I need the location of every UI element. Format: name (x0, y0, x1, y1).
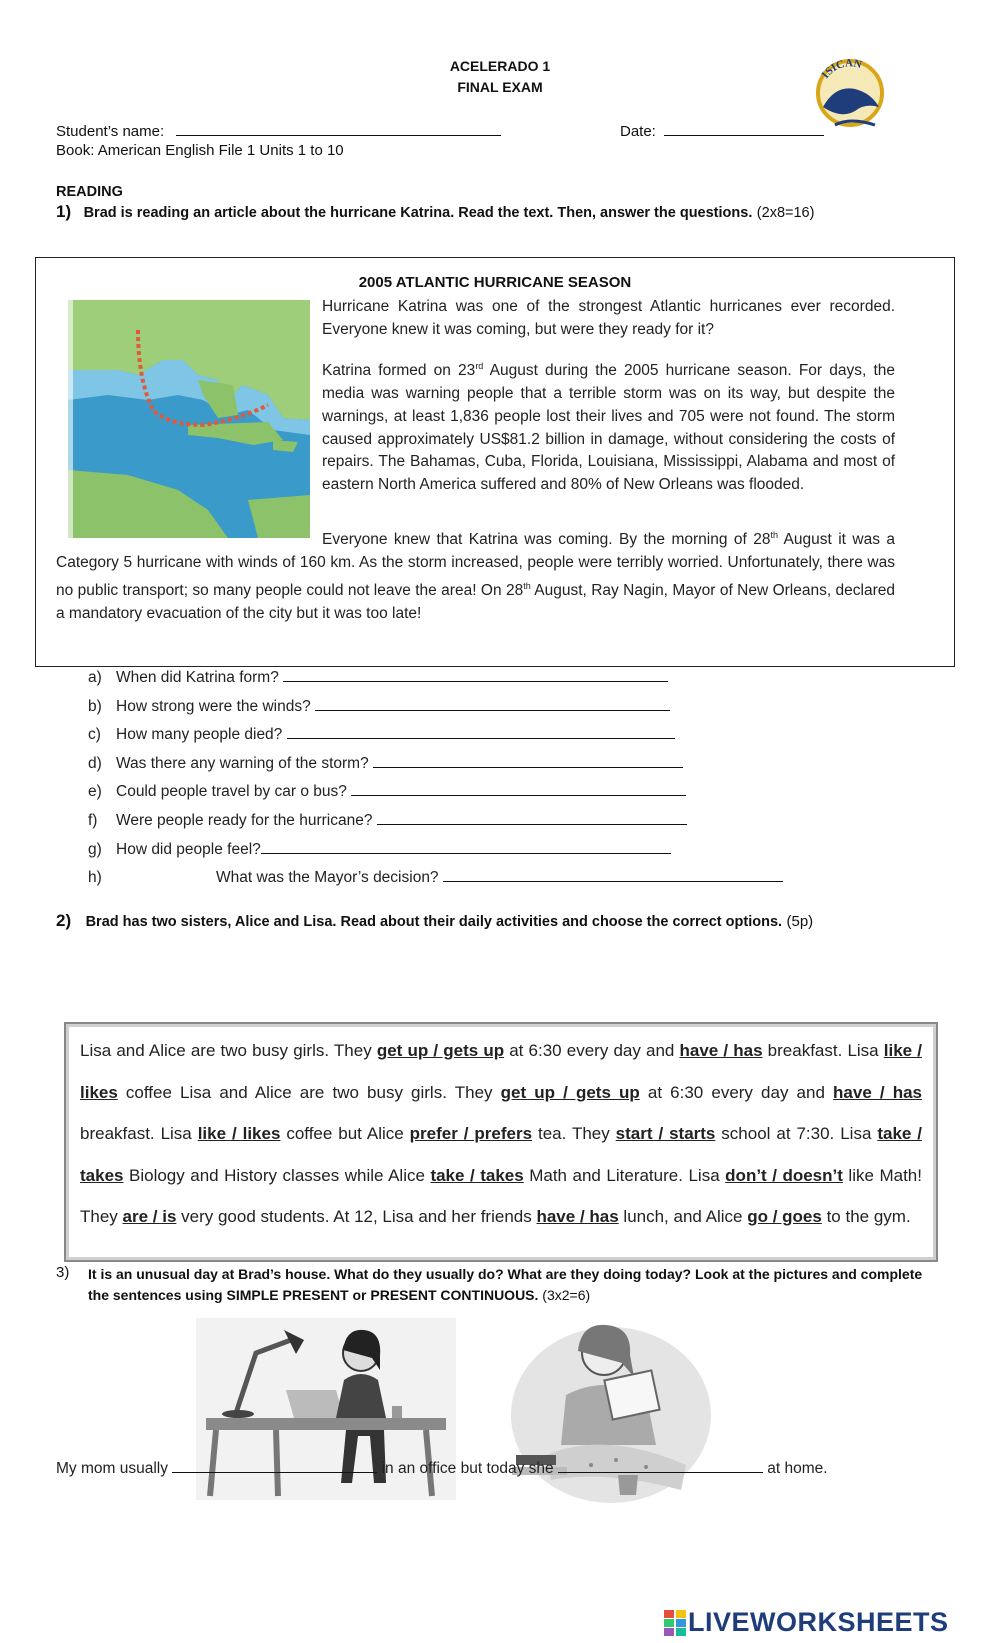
question-h: h) What was the Mayor’s decision? (88, 867, 783, 887)
option-choice[interactable]: get up / gets up (500, 1082, 640, 1102)
q3-instruction-row (56, 1264, 936, 1306)
question-e: e) Could people travel by car o bus? (88, 781, 686, 801)
option-choice[interactable]: start / starts (615, 1124, 716, 1143)
q1-instruction-row (56, 202, 956, 222)
option-choice[interactable]: have / has (536, 1207, 619, 1226)
answer-field-c[interactable] (287, 724, 675, 739)
date-row (620, 121, 824, 140)
answer-field-e[interactable] (351, 781, 686, 796)
student-name-row (56, 121, 501, 140)
hurricane-map-image (68, 300, 310, 538)
answer-field-f[interactable] (377, 810, 687, 825)
q2-instruction: Brad has two sisters, Alice and Lisa. Read about their daily activities and choose the correct options. (85, 914, 783, 930)
option-choice[interactable]: get up / gets up (376, 1041, 505, 1060)
option-choice[interactable]: don’t / doesn’t (725, 1165, 843, 1185)
q1-number: 1) (56, 202, 72, 221)
reading-heading: READING (56, 184, 123, 200)
book-info: Book: American English File 1 Units 1 to 10 (56, 142, 344, 159)
option-choice[interactable]: like / likes (197, 1124, 281, 1143)
q3-answer-field-1[interactable] (172, 1458, 377, 1473)
q2-points: (5p) (786, 913, 814, 930)
exam-title: FINAL EXAM (457, 79, 543, 95)
student-name-field[interactable] (176, 121, 501, 136)
q3-instruction: It is an unusual day at Brad’s house. What do they usually do? What are they doing today? Look at the pictures and complete the sentences using SIMPLE PRESENT or PRESENT CONTINUOUS. (3x2=6) (88, 1266, 923, 1303)
student-name-label: Student’s name: (56, 123, 165, 140)
q3-answer-field-2[interactable] (558, 1458, 763, 1473)
q2-text-box (64, 1022, 938, 1262)
question-b: b) How strong were the winds? (88, 696, 670, 716)
question-d: d) Was there any warning of the storm? (88, 753, 683, 773)
date-label: Date: (620, 123, 656, 140)
exam-level: ACELERADO 1 (449, 58, 551, 74)
answer-field-a[interactable] (283, 667, 668, 682)
logo-text: ISICAN (819, 57, 863, 81)
option-choice[interactable]: take / takes (430, 1165, 524, 1185)
option-choice[interactable]: go / goes (747, 1207, 822, 1226)
article-paragraph-2: Katrina formed on 23rd August during the 2005 hurricane season. For days, the media was warning people that a terrible storm was on its way, but despite the warnings, at least 1,836 people lost their lives and 705 were not found. The storm caused approximately US$81.2 billion in damage, without considering the costs of repairs. The Bahamas, Cuba, Florida, Louisiana, Mississippi, Alabama and most of eastern North America suffered and 80% of New Orleans was flooded. (322, 361, 895, 494)
liveworksheets-text: LIVEWORKSHEETS (688, 1607, 949, 1637)
q3-sentence-1: My mom usually in an office but today she at home. (56, 1460, 828, 1477)
question-f: f) Were people ready for the hurricane? (88, 810, 687, 830)
option-choice[interactable]: have / has (679, 1041, 763, 1060)
answer-field-b[interactable] (315, 696, 670, 711)
article-title: 2005 ATLANTIC HURRICANE SEASON (358, 274, 632, 291)
article-paragraph-3: Everyone knew that Katrina was coming. By the morning of 28th August it was a Category 5 hurricane with winds of 160 km. As the storm increased, people were terribly worried. Unfortunately, there was no public transport; so many people could not leave the area! On 28th August, Ray Nagin, Mayor of New Orleans, declared a mandatory evacuation of the city but it was too late! (56, 530, 895, 622)
q1-instruction: Brad is reading an article about the hurricane Katrina. Read the text. Then, answer the questions. (83, 205, 753, 221)
answer-field-d[interactable] (373, 753, 683, 768)
q2-instruction-row (56, 911, 956, 931)
q1-points: (2x8=16) (756, 205, 815, 221)
article-paragraph-1: Hurricane Katrina was one of the strongest Atlantic hurricanes ever recorded. Everyone knew it was coming, but were they ready for it? (322, 298, 895, 338)
date-field[interactable] (664, 121, 824, 136)
q2-passage: Lisa and Alice are two busy girls. They get up / gets up at 6:30 every day and have / has breakfast. Lisa like / likes coffee Lisa and Alice are two busy girls. They get up / gets up at 6:30 every day and have / has breakfast. Lisa like / likes coffee but Alice prefer / prefers tea. They start / starts school at 7:30. Lisa take / takes Biology and History classes while Alice take / takes Math and Literature. Lisa don’t / doesn’t like Math! They are / is very good students. At 12, Lisa and her friends have / has lunch, and Alice go / goes to the gym. (80, 1041, 923, 1226)
question-g: g) How did people feel? (88, 839, 671, 859)
answer-field-g[interactable] (261, 839, 671, 854)
option-choice[interactable]: take / takes (80, 1124, 922, 1185)
q3-number: 3) (56, 1264, 70, 1281)
q2-number: 2) (56, 911, 72, 930)
liveworksheets-icon (664, 1610, 686, 1636)
question-a: a) When did Katrina form? (88, 667, 668, 687)
option-choice[interactable]: like / likes (80, 1041, 922, 1102)
question-c: c) How many people died? (88, 724, 675, 744)
liveworksheets-logo (664, 1607, 949, 1638)
option-choice[interactable]: have / has (833, 1082, 923, 1102)
option-choice[interactable]: prefer / prefers (409, 1124, 533, 1143)
answer-field-h[interactable] (443, 867, 783, 882)
option-choice[interactable]: are / is (122, 1207, 177, 1226)
